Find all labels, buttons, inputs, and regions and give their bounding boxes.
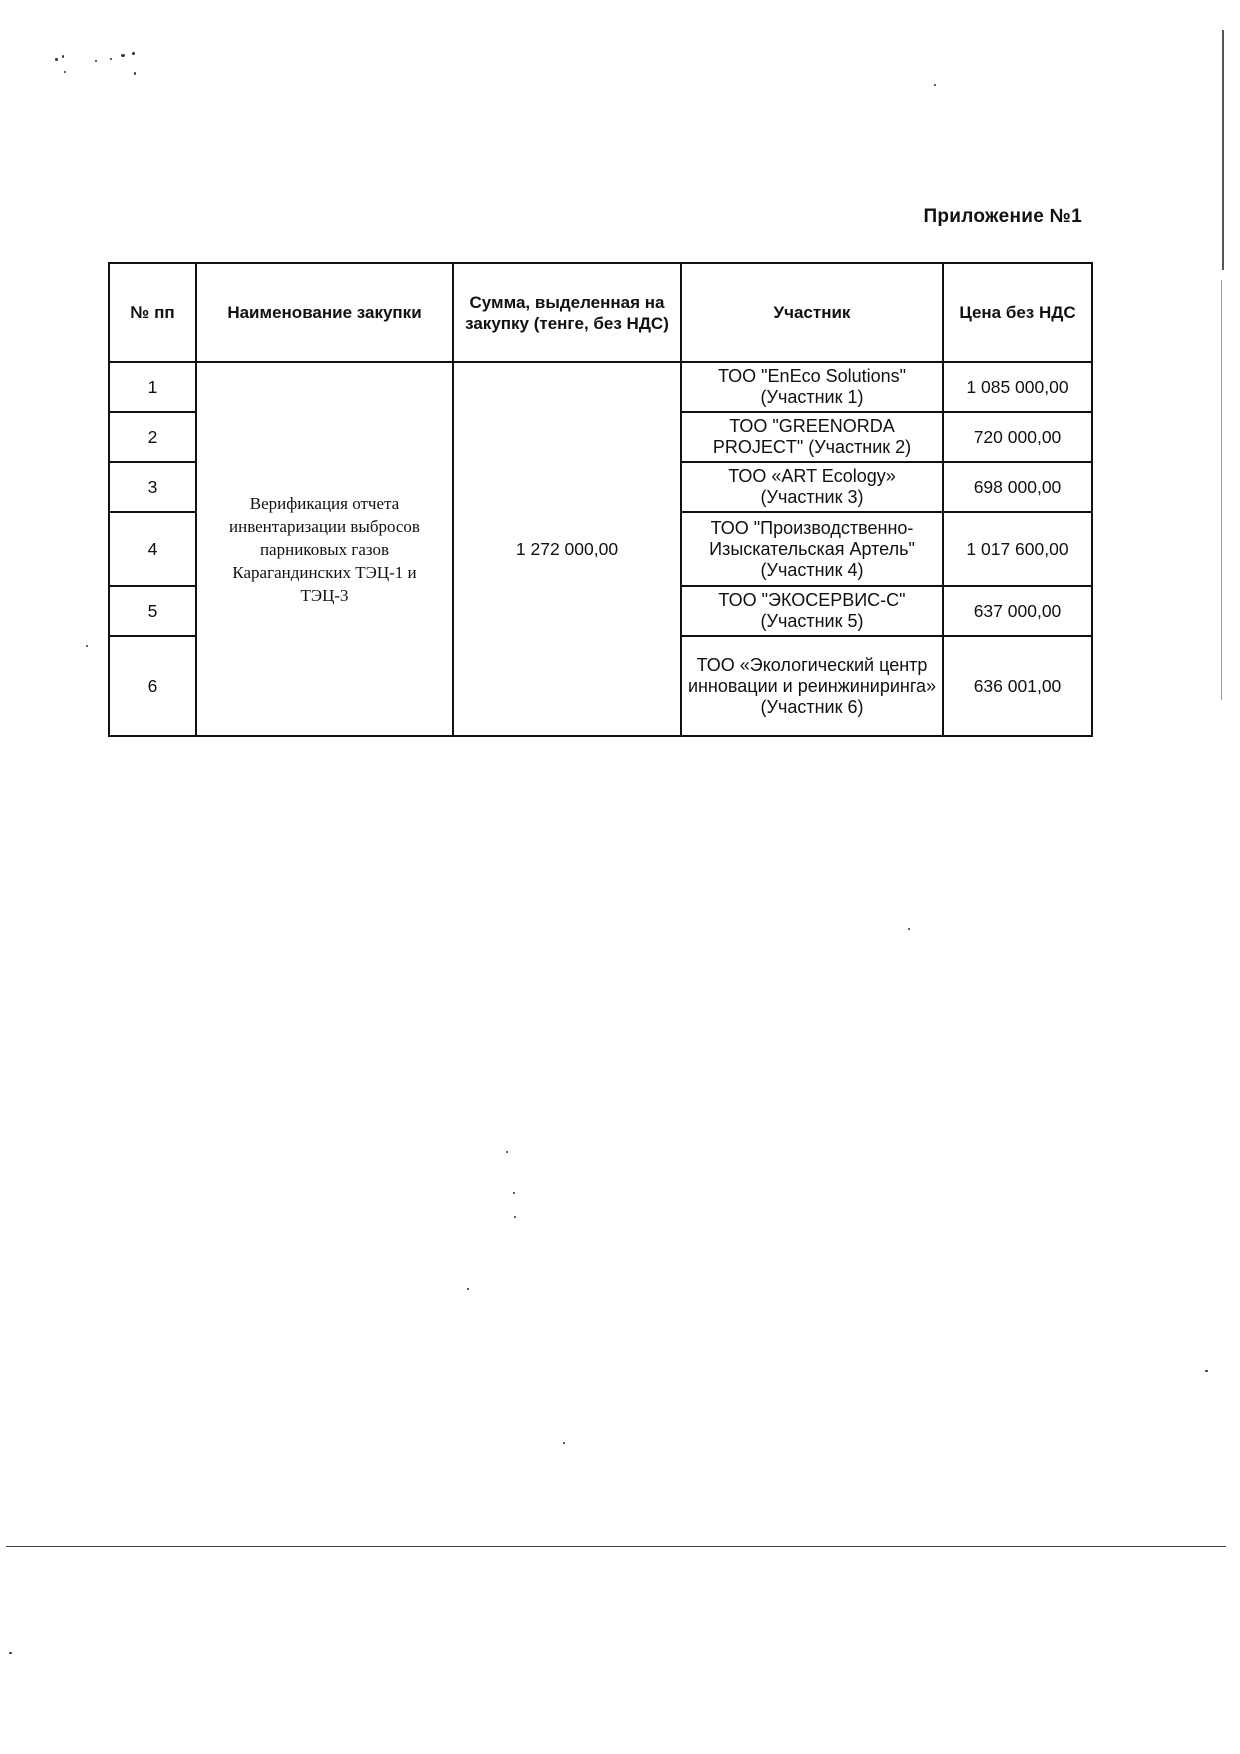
scan-speck bbox=[121, 54, 125, 57]
price-cell: 1 017 600,00 bbox=[943, 512, 1092, 586]
price-cell: 1 085 000,00 bbox=[943, 362, 1092, 412]
scan-speck bbox=[934, 84, 936, 86]
header-num: № пп bbox=[109, 263, 196, 362]
appendix-heading: Приложение №1 bbox=[923, 206, 1082, 227]
scan-edge bbox=[1222, 30, 1224, 270]
header-price: Цена без НДС bbox=[943, 263, 1092, 362]
row-number: 6 bbox=[109, 636, 196, 736]
scan-edge bbox=[1221, 280, 1222, 700]
scan-speck bbox=[64, 71, 66, 73]
participant-cell: ТОО "GREENORDA PROJECT" (Участник 2) bbox=[681, 412, 943, 462]
participant-cell: ТОО «ART Ecology» (Участник 3) bbox=[681, 462, 943, 512]
price-cell: 720 000,00 bbox=[943, 412, 1092, 462]
scan-speck bbox=[110, 58, 112, 60]
scan-speck bbox=[908, 928, 910, 930]
header-participant: Участник bbox=[681, 263, 943, 362]
participant-cell: ТОО "EnEco Solutions" (Участник 1) bbox=[681, 362, 943, 412]
scan-speck bbox=[132, 52, 135, 55]
header-purchase: Наименование закупки bbox=[196, 263, 453, 362]
scan-speck bbox=[95, 60, 97, 62]
row-number: 1 bbox=[109, 362, 196, 412]
scan-speck bbox=[62, 55, 64, 58]
participant-cell: ТОО "ЭКОСЕРВИС-С" (Участник 5) bbox=[681, 586, 943, 636]
scan-speck bbox=[134, 72, 136, 75]
price-cell: 637 000,00 bbox=[943, 586, 1092, 636]
price-cell: 698 000,00 bbox=[943, 462, 1092, 512]
scan-speck bbox=[563, 1442, 565, 1444]
scan-speck bbox=[86, 645, 88, 647]
allocated-amount-cell: 1 272 000,00 bbox=[453, 362, 681, 736]
price-cell: 636 001,00 bbox=[943, 636, 1092, 736]
row-number: 3 bbox=[109, 462, 196, 512]
scan-speck bbox=[514, 1216, 516, 1218]
procurement-table bbox=[108, 262, 1093, 737]
participant-cell: ТОО «Экологический центр инновации и реинжиниринга» (Участник 6) bbox=[681, 636, 943, 736]
purchase-name-cell: Верификация отчета инвентаризации выбросов парниковых газов Карагандинских ТЭЦ-1 и ТЭЦ-3 bbox=[196, 362, 453, 736]
participant-cell: ТОО "Производственно-Изыскательская Артель" (Участник 4) bbox=[681, 512, 943, 586]
table-row bbox=[109, 362, 1092, 412]
row-number: 2 bbox=[109, 412, 196, 462]
row-number: 5 bbox=[109, 586, 196, 636]
scan-divider-line bbox=[6, 1546, 1226, 1547]
scan-speck bbox=[467, 1288, 469, 1290]
scan-speck bbox=[9, 1652, 12, 1654]
scan-speck bbox=[55, 58, 58, 61]
row-number: 4 bbox=[109, 512, 196, 586]
header-amount: Сумма, выделенная на закупку (тенге, без НДС) bbox=[453, 263, 681, 362]
table-header-row bbox=[109, 263, 1092, 362]
scan-speck bbox=[513, 1192, 515, 1194]
scan-speck bbox=[1205, 1370, 1208, 1372]
scan-speck bbox=[506, 1151, 508, 1153]
